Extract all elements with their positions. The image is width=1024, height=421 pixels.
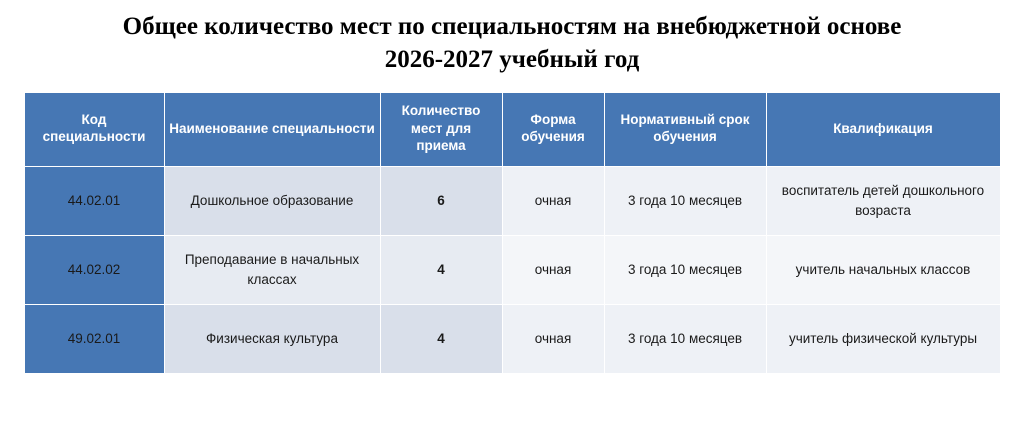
cell-term: 3 года 10 месяцев: [604, 304, 766, 373]
table-row: [24, 304, 1000, 373]
admission-places-table: [24, 92, 1001, 374]
page-title: [0, 0, 1024, 76]
cell-count: 4: [380, 304, 502, 373]
cell-form: очная: [502, 166, 604, 235]
cell-name: Физическая культура: [164, 304, 380, 373]
table-row: [24, 166, 1000, 235]
column-header-term: Нормативный срок обучения: [604, 93, 766, 167]
cell-qualification: учитель физической культуры: [766, 304, 1000, 373]
cell-code: 49.02.01: [24, 304, 164, 373]
cell-code: 44.02.01: [24, 166, 164, 235]
column-header-qualification: Квалификация: [766, 93, 1000, 167]
page-title-line-2: 2026-2027 учебный год: [384, 46, 640, 73]
cell-count: 6: [380, 166, 502, 235]
column-header-count: Количество мест для приема: [380, 93, 502, 167]
cell-term: 3 года 10 месяцев: [604, 166, 766, 235]
column-header-form: Форма обучения: [502, 93, 604, 167]
cell-name: Дошкольное образование: [164, 166, 380, 235]
cell-name: Преподавание в начальных классах: [164, 235, 380, 304]
cell-form: очная: [502, 235, 604, 304]
column-header-name: Наименование специальности: [164, 93, 380, 167]
cell-qualification: учитель начальных классов: [766, 235, 1000, 304]
table-header-row: [24, 93, 1000, 167]
cell-term: 3 года 10 месяцев: [604, 235, 766, 304]
column-header-code: Код специальности: [24, 93, 164, 167]
cell-qualification: воспитатель детей дошкольного возраста: [766, 166, 1000, 235]
table-row: [24, 235, 1000, 304]
cell-code: 44.02.02: [24, 235, 164, 304]
page-title-line-1: Общее количество мест по специальностям на внебюджетной основе: [122, 13, 902, 40]
cell-count: 4: [380, 235, 502, 304]
cell-form: очная: [502, 304, 604, 373]
